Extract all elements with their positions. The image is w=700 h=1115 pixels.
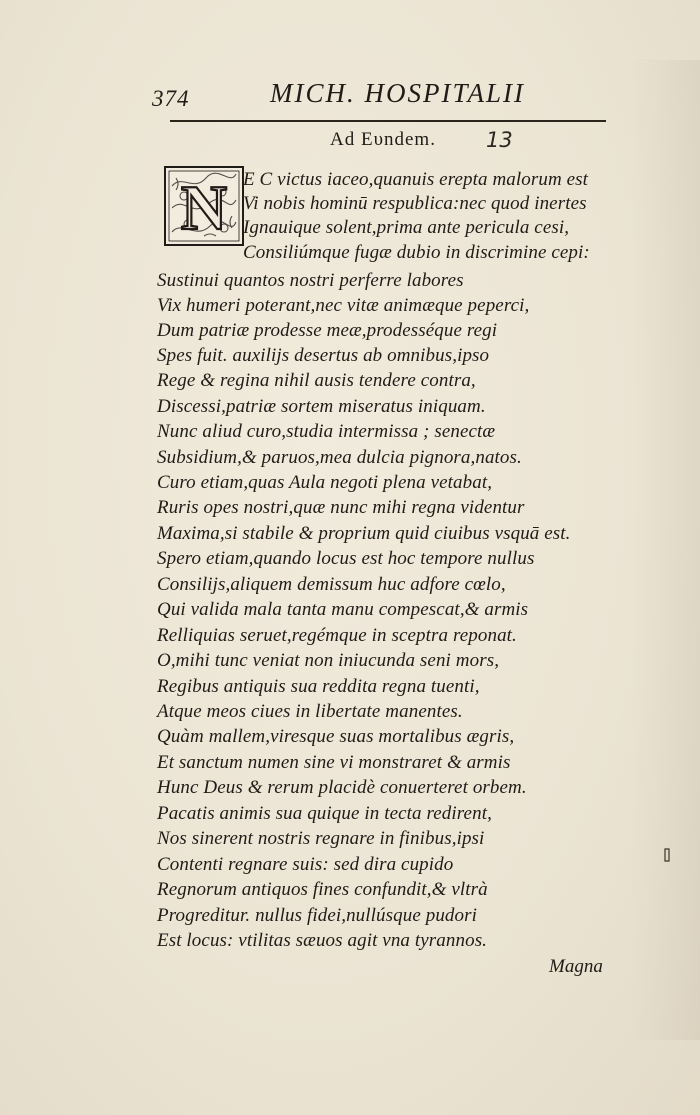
dropcap-letter: N — [180, 172, 228, 243]
poem-line: O,mihi tunc veniat non iniucunda seni mors, — [157, 650, 500, 671]
poem-line: E C victus iaceo,quanuis erepta malorum est — [243, 169, 589, 190]
poem-line: Contenti regnare suis: sed dira cupido — [157, 854, 454, 875]
poem-line: Pacatis animis sua quique in tecta redirent, — [157, 803, 492, 824]
poem-line: Dum patriæ prodesse meæ,prodesséque regi — [157, 320, 498, 341]
poem-line: Discessi,patriæ sortem miseratus iniquam. — [157, 396, 486, 417]
poem-line: Regnorum antiquos fines confundit,& vltrà — [157, 879, 488, 900]
poem-line: Curo etiam,quas Aula negoti plena vetabat, — [157, 472, 493, 493]
poem-line: Sustinui quantos nostri perferre labores — [157, 270, 464, 291]
poem-line: Vix humeri poterant,nec vitæ animæque peperci, — [157, 295, 530, 316]
poem-line: Consiliúmque fugæ dubio in discrimine cepi: — [243, 242, 590, 263]
poem-line: Atque meos ciues in libertate manentes. — [157, 701, 463, 722]
page-number: 374 — [152, 86, 190, 111]
poem-line: Nunc aliud curo,studia intermissa ; senectæ — [157, 421, 496, 442]
poem-line: Regibus antiquis sua reddita regna tuenti, — [157, 676, 480, 697]
poem-number: 13 — [486, 128, 513, 152]
poem-line: Relliquias seruet,regémque in sceptra reponat. — [157, 625, 517, 646]
margin-ink-mark — [664, 848, 670, 862]
poem-line: Est locus: vtilitas sæuos agit vna tyrannos. — [157, 930, 488, 951]
poem-line: Hunc Deus & rerum placidè conuerteret orbem. — [157, 777, 527, 798]
poem-line: Maxima,si stabile & proprium quid ciuibus vsquā est. — [157, 523, 571, 544]
poem-line: Et sanctum numen sine vi monstraret & armis — [157, 752, 511, 773]
poem-title: Ad Eυndem. — [330, 129, 436, 150]
poem-line: Quàm mallem,viresque suas mortalibus ægris, — [157, 726, 515, 747]
running-title: MICH. HOSPITALII — [270, 78, 525, 108]
poem-line: Subsidium,& paruos,mea dulcia pignora,natos. — [157, 447, 522, 468]
poem-line: Progreditur. nullus fidei,nullúsque pudori — [157, 905, 477, 926]
poem-line: Spes fuit. auxilijs desertus ab omnibus,ipso — [157, 345, 490, 366]
poem-line: Ignauique solent,prima ante pericula cesi, — [243, 217, 570, 238]
poem-line: Rege & regina nihil ausis tendere contra, — [157, 370, 476, 391]
poem-line: Qui valida mala tanta manu compescat,& armis — [157, 599, 529, 620]
poem-line: Nos sinerent nostris regnare in finibus,ipsi — [157, 828, 485, 849]
poem-line: Vi nobis hominū respublica:nec quod inertes — [243, 193, 587, 214]
poem-line: Ruris opes nostri,quæ nunc mihi regna videntur — [157, 497, 525, 518]
poem-line: Spero etiam,quando locus est hoc tempore nullus — [157, 548, 535, 569]
poem-line: Consilijs,aliquem demissum huc adfore cœlo, — [157, 574, 506, 595]
catchword: Magna — [549, 956, 603, 977]
